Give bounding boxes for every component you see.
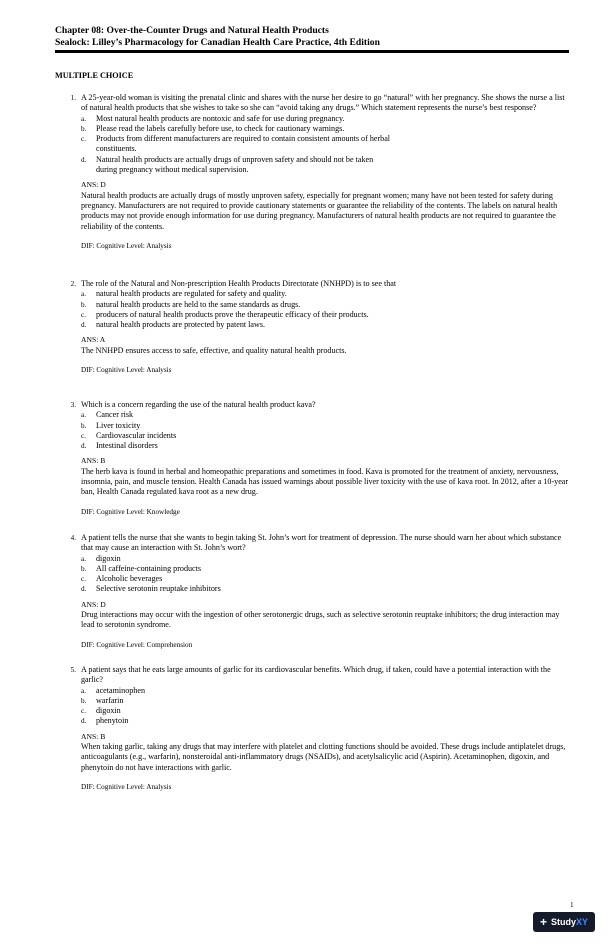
- answer-key: ANS: B: [81, 731, 106, 741]
- rationale: When taking garlic, taking any drugs that may interfere with platelet and clotting functions should be avoided. These drugs include antiplatelet drugs, anticoagulants (e.g., warfarin), nonsteroidal anti-inflammatory drugs (NSAIDs), and acetylsalicylic acid (Aspirin). Acetaminophen, digoxin, and phenytoin do not have interactions with garlic.: [81, 742, 566, 772]
- option-d: d. Natural health products are actually drugs of unproven safety and should not be taken during pregnancy without medical supervision.: [81, 154, 374, 175]
- option-c: c. Cardiovascular incidents: [81, 430, 177, 440]
- answer-key: ANS: B: [81, 456, 106, 466]
- option-b: b. warfarin: [81, 695, 124, 705]
- question-number: 4.: [70, 534, 76, 542]
- option-c: c. Products from different manufacturers are required to contain consistent amounts of herbal constituents.: [81, 134, 391, 154]
- difficulty: DIF: Cognitive Level: Knowledge: [81, 507, 180, 516]
- question-stem: A 25-year-old woman is visiting the prenatal clinic and shares with the nurse her desire to go “natural” with her pregnancy. She shows the nurse a list of natural health products that she wishes to take so she can “avoid taking any drugs.” Which statement represents the nurse’s best response?: [81, 93, 565, 113]
- option-a: a. natural health products are regulated for safety and quality.: [81, 289, 287, 299]
- question-stem: A patient says that he eats large amounts of garlic for its cardiovascular benefits. Which drug, if taken, could have a potential interaction with the garlic?: [81, 665, 551, 685]
- option-d: d. phenytoin: [81, 716, 129, 726]
- difficulty: DIF: Cognitive Level: Comprehension: [81, 640, 193, 649]
- question-3: [55, 400, 569, 517]
- option-d: d. natural health products are protected by patent laws.: [81, 320, 266, 330]
- chapter-title: Chapter 08: Over-the-Counter Drugs and Natural Health Products: [55, 25, 329, 36]
- rationale: The herb kava is found in herbal and homeopathic preparations and sometimes in food. Kava is promoted for the treatment of anxiety, nervousness, insomnia, pain, and muscle tension. Health Canada has issued warnings about possible liver toxicity with the use of kava root. In 2012, after a 10-year ban, Health Canada regulated kava root as a new drug.: [81, 466, 569, 497]
- option-c: c. digoxin: [81, 706, 121, 716]
- option-a: a. digoxin: [81, 553, 121, 563]
- difficulty: DIF: Cognitive Level: Analysis: [81, 366, 172, 375]
- question-number: 5.: [70, 666, 76, 674]
- header-rule: [55, 50, 569, 53]
- answer-key: ANS: D: [81, 180, 106, 190]
- question-number: 2.: [70, 280, 76, 288]
- question-stem: A patient tells the nurse that she wants to begin taking St. John’s wort for treatment of depression. The nurse should warn her about which substance that may cause an interaction with St. John’s wort?: [81, 533, 562, 553]
- option-c: c. producers of natural health products prove the therapeutic efficacy of their products.: [81, 309, 369, 319]
- plus-icon: +: [539, 915, 547, 929]
- answer-key: ANS: A: [81, 335, 106, 345]
- section-title: MULTIPLE CHOICE: [55, 71, 134, 80]
- question-stem: The role of the Natural and Non-prescription Health Products Directorate (NNHPD) is to see that: [81, 279, 397, 288]
- option-b: b. All caffeine-containing products: [81, 563, 202, 573]
- option-d: d. Intestinal disorders: [81, 441, 158, 451]
- option-b: b. Please read the labels carefully before use, to check for cautionary warnings.: [81, 123, 345, 133]
- difficulty: DIF: Cognitive Level: Analysis: [81, 241, 172, 250]
- option-b: b. Liver toxicity: [81, 420, 141, 430]
- option-a: a. Most natural health products are nontoxic and safe for use during pregnancy.: [81, 113, 345, 123]
- answer-key: ANS: D: [81, 599, 106, 609]
- question-number: 1.: [70, 94, 76, 102]
- brand-name: Study: [550, 917, 576, 927]
- document-header: [55, 25, 569, 48]
- option-b: b. natural health products are held to the same standards as drugs.: [81, 299, 301, 309]
- page-number: 1: [570, 901, 574, 909]
- question-stem: Which is a concern regarding the use of the natural health product kava?: [81, 400, 316, 409]
- book-title: Sealock: Lilley’s Pharmacology for Canadian Health Care Practice, 4th Edition: [55, 36, 380, 48]
- question-5: [55, 665, 569, 792]
- option-d: d. Selective serotonin reuptake inhibitors: [81, 584, 221, 594]
- rationale: Natural health products are actually drugs of mostly unproven safety, especially for pregnant women; many have not been tested for safety during pregnancy. Manufacturers are not required to provide cautionary statements or guarantee the reliability of the contents. The labels on natural health products may not provide enough information for use during pregnancy. Manufacturers of natural health products are not required to guarantee the reliability of the contents.: [81, 190, 558, 231]
- option-a: a. acetaminophen: [81, 685, 145, 695]
- studyxy-logo: [533, 912, 595, 932]
- question-4: [55, 533, 569, 650]
- question-2: [55, 279, 569, 375]
- option-c: c. Alcoholic beverages: [81, 574, 163, 584]
- rationale: Drug interactions may occur with the ingestion of other serotonergic drugs, such as selective serotonin reuptake inhibitors; the drug interaction may lead to serotonin syndrome.: [81, 610, 560, 630]
- question-1: [55, 93, 569, 251]
- rationale: The NNHPD ensures access to safe, effective, and quality natural health products.: [81, 345, 347, 355]
- difficulty: DIF: Cognitive Level: Analysis: [81, 782, 172, 791]
- option-a: a. Cancer risk: [81, 410, 134, 420]
- question-number: 3.: [70, 401, 76, 409]
- brand-accent: XY: [576, 917, 589, 927]
